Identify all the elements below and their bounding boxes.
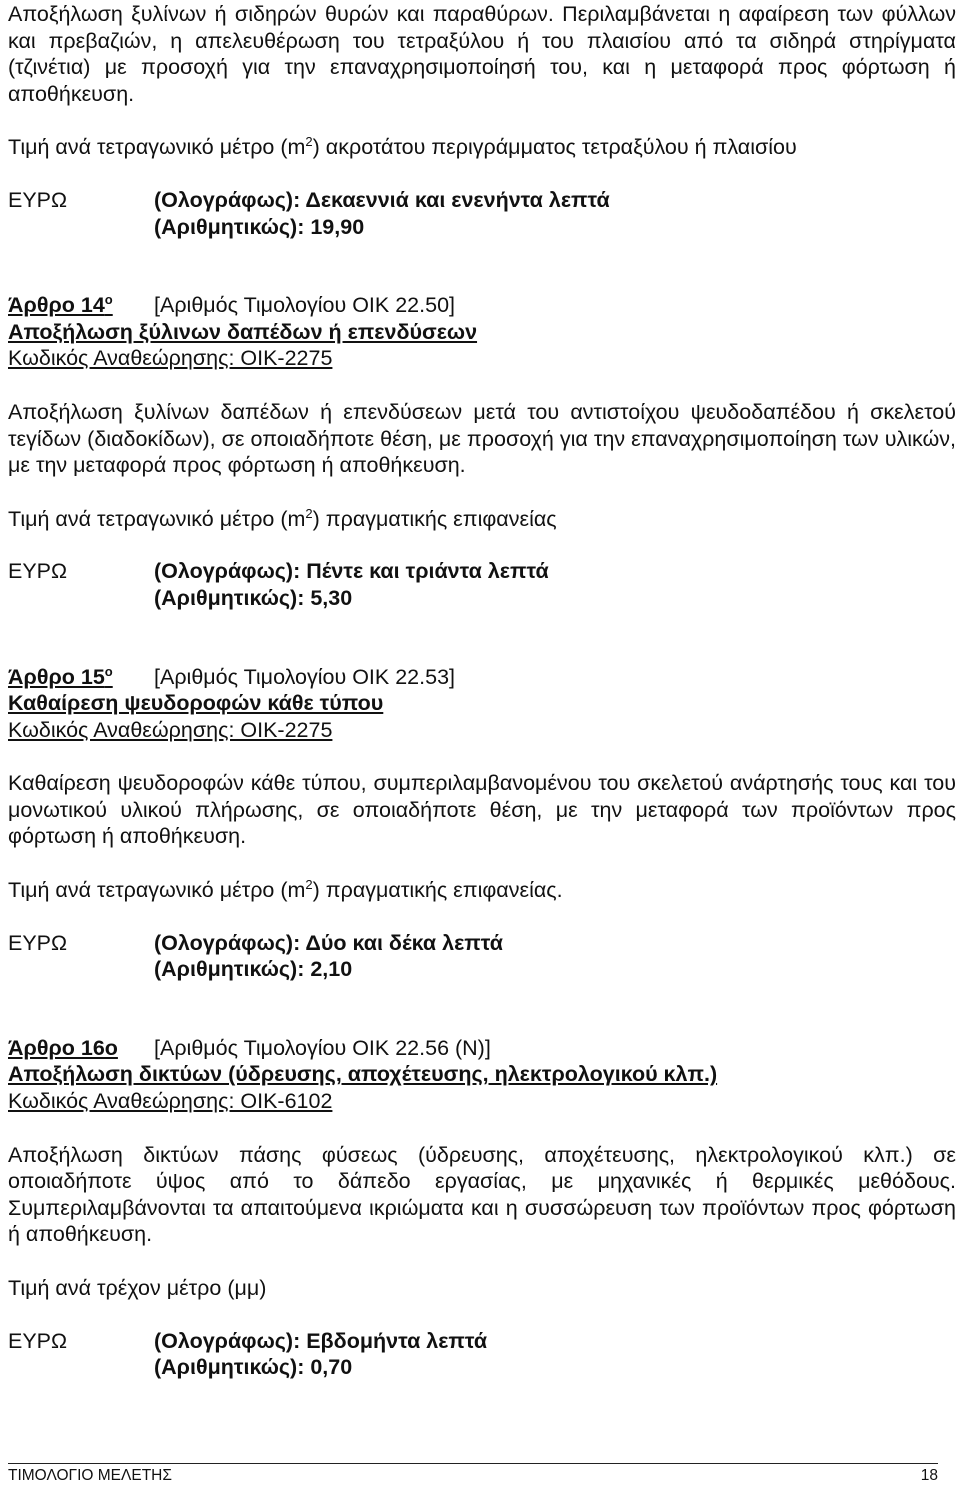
article-price [8,558,956,611]
price-list-ref: [Αριθμός Τιμολογίου ΟΙΚ 22.50] [154,293,455,318]
article-header [8,292,956,319]
article-price [8,1328,956,1381]
page-footer [8,1463,938,1487]
revision-code: Κωδικός Αναθεώρησης: ΟΙΚ-2275 [8,346,333,371]
price-list-ref: [Αριθμός Τιμολογίου ΟΙΚ 22.53] [154,664,455,689]
article-description: Αποξήλωση δικτύων πάσης φύσεως (ύδρευσης, αποχέτευσης, ηλεκτρολογικού κλπ.) σε οποιαδήποτε ύψος από το δάπεδο εργασίας, με μηχανικές ή θερμικές μεθόδους. Συμπεριλαμβάνονται τα απαιτούμενα ικριώματα και η συσσώρευση των προϊόντων προς φόρτωση ή αποθήκευση. [8,1142,956,1247]
currency-label: ΕΥΡΩ [8,1328,68,1353]
revision-code: Κωδικός Αναθεώρησης: ΟΙΚ-6102 [8,1089,333,1114]
article-block [8,664,956,983]
price-numeric: (Αριθμητικώς): 5,30 [154,585,353,610]
article-title: Αποξήλωση ξύλινων δαπέδων ή επενδύσεων [8,319,478,344]
article-price [8,930,956,983]
article-title: Καθαίρεση ψευδοροφών κάθε τύπου [8,691,384,716]
price-in-words: (Ολογράφως): Εβδομήντα λεπτά [154,1328,488,1353]
unit-line: Τιμή ανά τρέχον μέτρο (μμ) [8,1276,267,1300]
price-in-words: (Ολογράφως): Πέντε και τριάντα λεπτά [154,559,549,584]
price-numeric: (Αριθμητικώς): 0,70 [154,1355,353,1380]
article-header [8,664,956,691]
price-numeric: (Αριθμητικώς): 19,90 [154,214,365,239]
footer-document-title: ΤΙΜΟΛΟΓΙΟ ΜΕΛΕΤΗΣ [8,1467,172,1484]
intro-unit-line: Τιμή ανά τετραγωνικό μέτρο $(m^2)$ ακροτάτου περιγράμματος τετραξύλου ή πλαισίου [8,134,797,160]
page-number: 18 [920,1467,938,1484]
article-title: Αποξήλωση δικτύων (ύδρευσης, αποχέτευσης, ηλεκτρολογικού κλπ.) [8,1062,718,1087]
document-page [8,1,956,1381]
intro-description: Αποξήλωση ξυλίνων ή σιδηρών θυρών και παραθύρων. Περιλαμβάνεται η αφαίρεση των φύλλων και πρεβαζιών, η απελευθέρωση του τετραξύλου ή του πλαισίου από τα σιδηρά στηρίγματα (τζινέτια) με προσοχή για την επαναχρησιμοποίησή του, και η μεταφορά προς φόρτωση ή αποθήκευση. [8,2,956,106]
price-in-words: (Ολογράφως): Δύο και δέκα λεπτά [154,930,503,955]
currency-label: ΕΥΡΩ [8,559,68,584]
article-number: Άρθρο $14^o$ [8,292,113,318]
article-description: Αποξήλωση ξυλίνων δαπέδων ή επενδύσεων μετά του αντιστοίχου ψευδοδαπέδου ή σκελετού τεγίδων (διαδοκίδων), σε οποιαδήποτε θέση, με προσοχή για την επαναχρησιμοποίηση των υλικών, με την μεταφορά προς φόρτωση ή αποθήκευση. [8,399,956,478]
price-in-words: (Ολογράφως): Δεκαεννιά και ενενήντα λεπτά [154,187,610,212]
price-list-ref: [Αριθμός Τιμολογίου ΟΙΚ 22.56 (Ν)] [154,1035,491,1060]
article-number: Άρθρο $15^o$ [8,663,113,689]
article-description: Καθαίρεση ψευδοροφών κάθε τύπου, συμπεριλαμβανομένου του σκελετού ανάρτησής τους και του μονωτικού υλικού πλήρωσης, σε οποιαδήποτε θέση, με την μεταφορά των προϊόντων προς φόρτωση ή αποθήκευση. [8,771,956,849]
article-number: Άρθρο 16ο [8,1035,118,1060]
intro-price [8,187,956,240]
price-numeric: (Αριθμητικώς): 2,10 [154,957,353,982]
article-block [8,1035,956,1381]
currency-label: ΕΥΡΩ [8,930,68,955]
unit-line: Τιμή ανά τετραγωνικό μέτρο $(m^2)$ πραγματικής επιφανείας. [8,877,563,903]
currency-label: ΕΥΡΩ [8,187,68,212]
unit-line: Τιμή ανά τετραγωνικό μέτρο $(m^2)$ πραγματικής επιφανείας [8,505,557,531]
revision-code: Κωδικός Αναθεώρησης: ΟΙΚ-2275 [8,717,333,742]
article-header [8,1035,956,1062]
article-block [8,292,956,611]
